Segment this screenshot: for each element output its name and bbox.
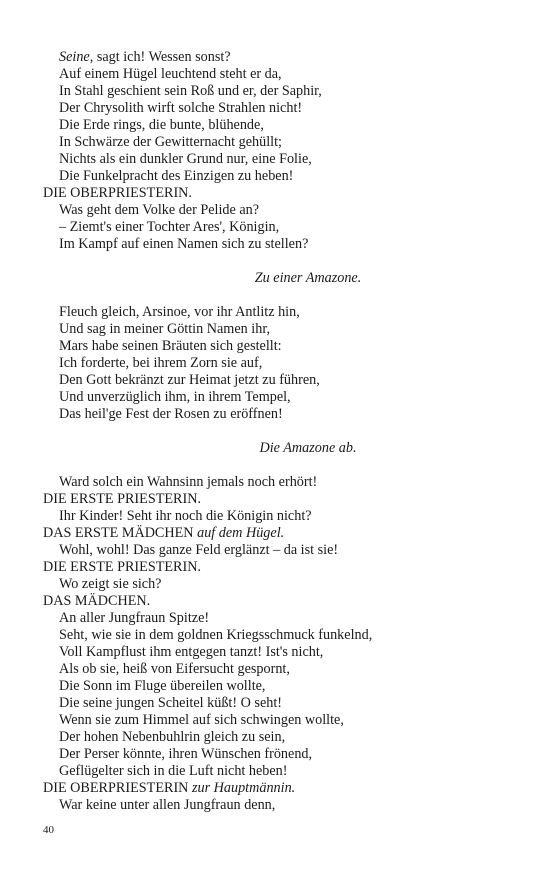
page-number: 40 <box>43 824 54 836</box>
verse-line: Und unverzüglich ihm, in ihrem Tempel, <box>59 389 291 405</box>
verse-line: Mars habe seinen Bräuten sich gestellt: <box>59 338 282 354</box>
inline-stage-direction: zur Hauptmännin. <box>191 780 296 796</box>
inline-stage-direction: auf dem Hügel. <box>197 525 285 541</box>
verse-line: – Ziemt's einer Tochter Ares', Königin, <box>59 219 280 235</box>
verse-line: Wo zeigt sie sich? <box>59 576 162 592</box>
verse-line: In Schwärze der Gewitternacht gehüllt; <box>59 134 282 150</box>
stage-direction: Zu einer Amazone. <box>254 270 362 286</box>
verse-line: War keine unter allen Jungfraun denn, <box>59 797 276 813</box>
verse-text: , sagt ich! Wessen sonst? <box>89 49 231 65</box>
verse-line: Die Erde rings, die bunte, blühende, <box>59 117 264 133</box>
verse-line: Voll Kampflust ihm entgegen tanzt! Ist's nicht, <box>59 644 324 660</box>
verse-line: Die Sonn im Fluge übereilen wollte, <box>59 678 266 694</box>
verse-line: Der Perser könnte, ihren Wünschen frönend, <box>59 746 313 762</box>
verse-line: Die seine jungen Scheitel küßt! O seht! <box>59 695 283 711</box>
blank-line <box>43 423 513 440</box>
speaker-name <box>43 525 513 542</box>
speaker-label: DAS ERSTE MÄDCHEN <box>43 525 198 541</box>
verse-line: Ich forderte, bei ihrem Zorn sie auf, <box>59 355 263 371</box>
blank-line <box>43 253 513 270</box>
speaker-name: DAS MÄDCHEN. <box>43 593 151 609</box>
verse-line: Was geht dem Volke der Pelide an? <box>59 202 260 218</box>
verse-line: Geflügelter sich in die Luft nicht heben! <box>59 763 288 779</box>
verse-line: Wenn sie zum Himmel auf sich schwingen wollte, <box>59 712 344 728</box>
verse-line: Als ob sie, heiß von Eifersucht gespornt, <box>59 661 290 677</box>
verse-line <box>43 49 513 66</box>
speaker-name: DIE OBERPRIESTERIN. <box>43 185 192 201</box>
stage-direction: Die Amazone ab. <box>259 440 357 456</box>
verse-line: Wohl, wohl! Das ganze Feld erglänzt – da ist sie! <box>59 542 339 558</box>
verse-line: Und sag in meiner Göttin Namen ihr, <box>59 321 271 337</box>
verse-line: Im Kampf auf einen Namen sich zu stellen? <box>59 236 309 252</box>
verse-line: In Stahl geschient sein Roß und er, der Saphir, <box>59 83 322 99</box>
verse-line: Nichts als ein dunkler Grund nur, eine Folie, <box>59 151 312 167</box>
verse-line: Das heil'ge Fest der Rosen zu eröffnen! <box>59 406 283 422</box>
verse-line: Ihr Kinder! Seht ihr noch die Königin nicht? <box>59 508 312 524</box>
drama-text-page <box>43 49 513 814</box>
verse-line: An aller Jungfraun Spitze! <box>59 610 210 626</box>
speaker-label: DIE OBERPRIESTERIN <box>43 780 192 796</box>
verse-line: Fleuch gleich, Arsinoe, vor ihr Antlitz hin, <box>59 304 300 320</box>
verse-line: Der Chrysolith wirft solche Strahlen nicht! <box>59 100 303 116</box>
speaker-name: DIE ERSTE PRIESTERIN. <box>43 559 202 575</box>
verse-line: Der hohen Nebenbuhlrin gleich zu sein, <box>59 729 286 745</box>
verse-line: Ward solch ein Wahnsinn jemals noch erhört! <box>59 474 318 490</box>
emphasis: Seine <box>59 49 90 65</box>
verse-line: Die Funkelpracht des Einzigen zu heben! <box>59 168 294 184</box>
blank-line <box>43 457 513 474</box>
verse-line: Seht, wie sie in dem goldnen Kriegsschmuck funkelnd, <box>59 627 373 643</box>
verse-line: Den Gott bekränzt zur Heimat jetzt zu führen, <box>59 372 320 388</box>
speaker-name: DIE ERSTE PRIESTERIN. <box>43 491 202 507</box>
blank-line <box>43 287 513 304</box>
speaker-name <box>43 780 513 797</box>
verse-line: Auf einem Hügel leuchtend steht er da, <box>59 66 282 82</box>
